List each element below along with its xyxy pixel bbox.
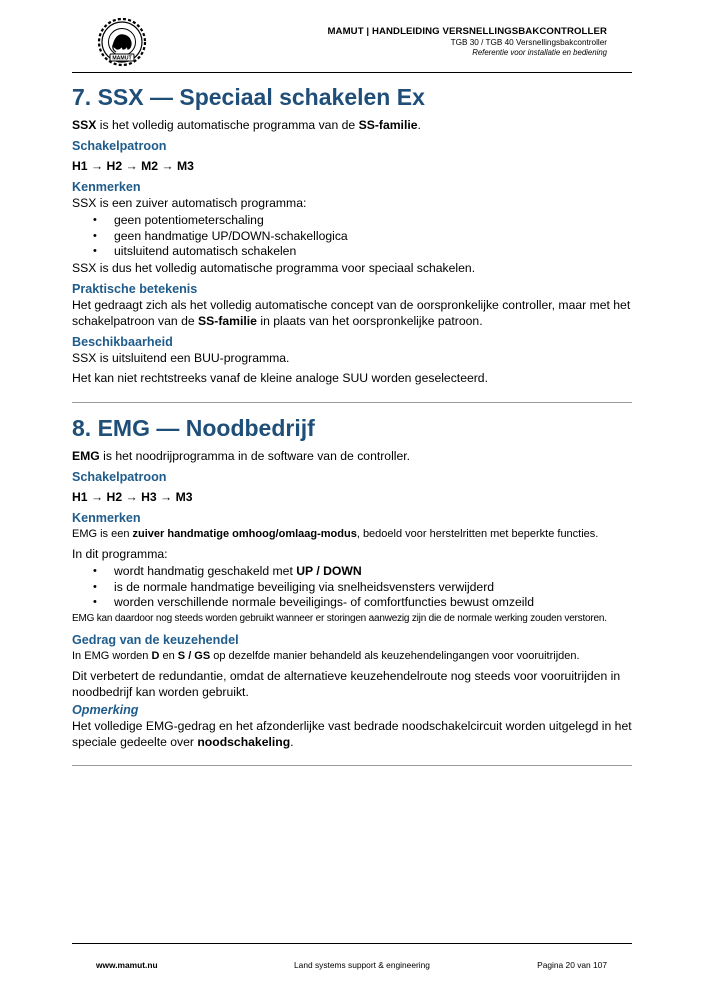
section-heading-ssx: 7. SSX — Speciaal schakelen Ex bbox=[72, 84, 425, 110]
ssx-features-intro: SSX is een zuiver automatisch programma: bbox=[72, 196, 307, 210]
footer-page-number: Pagina 20 van 107 bbox=[537, 960, 607, 970]
footer-tagline: Land systems support & engineering bbox=[294, 960, 430, 970]
list-item: • worden verschillende normale beveiligings- of comfortfuncties bewust omzeild bbox=[114, 595, 632, 611]
ssx-shift-pattern: H1 → H2 → M2 → M3 bbox=[72, 159, 194, 173]
list-item: • geen potentiometerschaling bbox=[114, 213, 632, 229]
emg-warning-text: EMG kan daardoor nog steeds worden gebruikt wanneer er storingen aanwezig zijn die de normale werking zouden verstoren. bbox=[72, 612, 607, 624]
ssx-meaning-text: Het gedraagt zich als het volledig automatische concept van de oorspronkelijke controller, maar met het schakelpatroon van de SS-familie in plaats van het oorspronkelijke patroon. bbox=[72, 297, 631, 328]
ssx-availability-text-2: Het kan niet rechtstreeks vanaf de kleine analoge SUU worden geselecteerd. bbox=[72, 370, 488, 385]
header-divider bbox=[72, 72, 632, 73]
ssx-availability-heading: Beschikbaarheid bbox=[72, 334, 173, 349]
emg-features-text: EMG is een zuiver handmatige omhoog/omlaag-modus, bedoeld voor herstelritten met beperkte functies. bbox=[72, 528, 599, 540]
header-text-block bbox=[327, 26, 607, 57]
emg-features-heading: Kenmerken bbox=[72, 511, 141, 525]
list-item: • is de normale handmatige beveiliging via snelheidsvensters verwijderd bbox=[114, 580, 632, 596]
ssx-pattern-heading: Schakelpatroon bbox=[72, 139, 167, 153]
ssx-features-heading: Kenmerken bbox=[72, 180, 141, 194]
footer-website: www.mamut.nu bbox=[96, 960, 158, 970]
section-divider bbox=[72, 765, 632, 766]
emg-note-text: Het volledige EMG-gedrag en het afzonderlijke vast bedrade noodschakelcircuit worden uitgelegd in het speciale gedeelte over noodschakeling. bbox=[72, 718, 632, 749]
list-item: • geen handmatige UP/DOWN-schakellogica bbox=[114, 229, 632, 245]
emg-lever-text-2: Dit verbetert de redundantie, omdat de alternatieve keuzehendelroute nog steeds voor vooruitrijden in noodbedrijf kan worden gebruikt. bbox=[72, 668, 621, 699]
footer-divider bbox=[72, 943, 632, 944]
emg-note-heading: Opmerking bbox=[72, 702, 139, 717]
emg-lever-heading: Gedrag van de keuzehendel bbox=[72, 632, 239, 647]
emg-pattern-heading: Schakelpatroon bbox=[72, 470, 167, 484]
section-divider bbox=[72, 402, 632, 403]
ssx-availability-text-1: SSX is uitsluitend een BUU-programma. bbox=[72, 350, 290, 365]
mamut-gear-logo-icon bbox=[96, 16, 148, 68]
ssx-features-outro: SSX is dus het volledig automatische programma voor speciaal schakelen. bbox=[72, 260, 476, 275]
section-heading-emg: 8. EMG — Noodbedrijf bbox=[72, 415, 315, 441]
document-title: MAMUT | HANDLEIDING VERSNELLINGSBAKCONTROLLER bbox=[327, 26, 607, 37]
ssx-meaning-heading: Praktische betekenis bbox=[72, 281, 198, 296]
document-reference: Referentie voor installatie en bediening bbox=[472, 48, 607, 57]
page-header bbox=[72, 14, 632, 74]
emg-program-list bbox=[72, 564, 632, 611]
ssx-features-list bbox=[72, 213, 632, 260]
svg-text:MAMUT: MAMUT bbox=[112, 55, 132, 62]
document-subtitle: TGB 30 / TGB 40 Versnellingsbakcontroller bbox=[450, 38, 607, 47]
emg-intro: EMG is het noodrijprogramma in de software van de controller. bbox=[72, 449, 411, 463]
emg-program-intro: In dit programma: bbox=[72, 547, 168, 561]
list-item: • uitsluitend automatisch schakelen bbox=[114, 244, 632, 260]
section-emg bbox=[72, 415, 632, 750]
list-item: • wordt handmatig geschakeld met UP / DOWN bbox=[114, 564, 632, 580]
emg-shift-pattern: H1 → H2 → H3 → M3 bbox=[72, 490, 193, 504]
ssx-intro: SSX is het volledig automatische programma van de SS-familie. bbox=[72, 118, 421, 132]
section-ssx bbox=[72, 84, 632, 386]
emg-lever-text-1: In EMG worden D en S / GS op dezelfde manier behandeld als keuzehendelingangen voor vooruitrijden. bbox=[72, 649, 580, 662]
